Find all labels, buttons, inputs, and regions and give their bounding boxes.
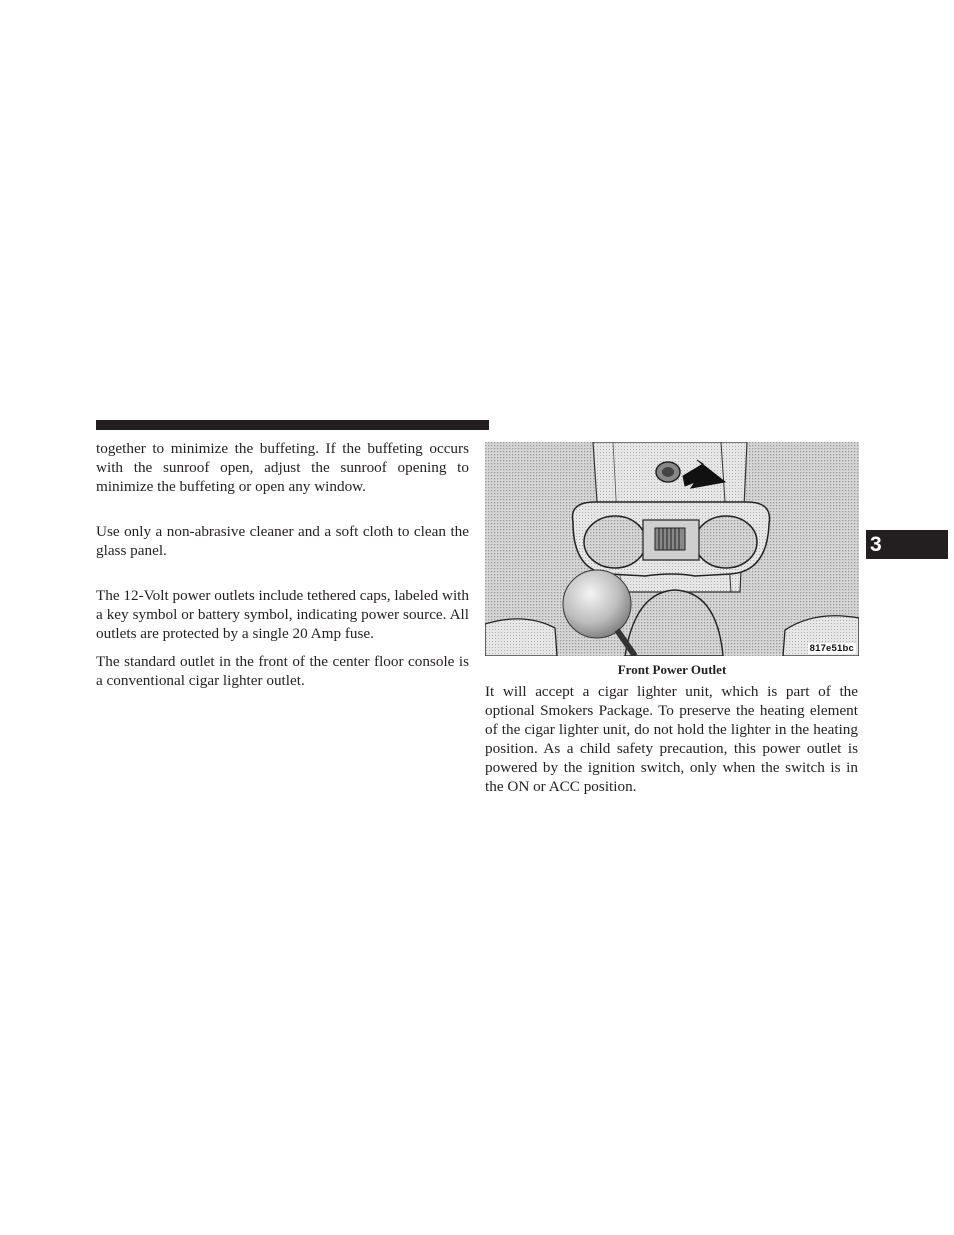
left-text-column (96, 439, 469, 690)
paragraph-power-outlets: The 12-Volt power outlets include tethered caps, labeled with a key symbol or battery symbol, indicating power source. All outlets are protected by a single 20 Amp fuse. (96, 587, 469, 642)
section-header-bar (96, 420, 489, 430)
image-reference-code: 817e51bc (809, 643, 854, 654)
chapter-number: 3 (870, 533, 882, 556)
paragraph-buffeting: together to minimize the buffeting. If the buffeting occurs with the sunroof open, adjust the sunroof opening to minimize the buffeting or open any window. (96, 440, 469, 495)
figure-caption: Front Power Outlet (617, 662, 727, 677)
chapter-tab (866, 530, 948, 559)
front-power-outlet-illustration (485, 442, 859, 656)
console-drawing (485, 442, 859, 656)
paragraph-standard-outlet: The standard outlet in the front of the center floor console is a conventional cigar lighter outlet. (96, 653, 469, 689)
paragraph-cigar-lighter: It will accept a cigar lighter unit, which is part of the optional Smokers Package. To preserve the heating element of the cigar lighter unit, do not hold the lighter in the heating position. As a child safety precaution, this power outlet is powered by the ignition switch, only when the switch is in the ON or ACC position. (485, 683, 858, 795)
right-text-column (485, 682, 858, 796)
paragraph-glass-cleaning: Use only a non-abrasive cleaner and a soft cloth to clean the glass panel. (96, 523, 469, 559)
